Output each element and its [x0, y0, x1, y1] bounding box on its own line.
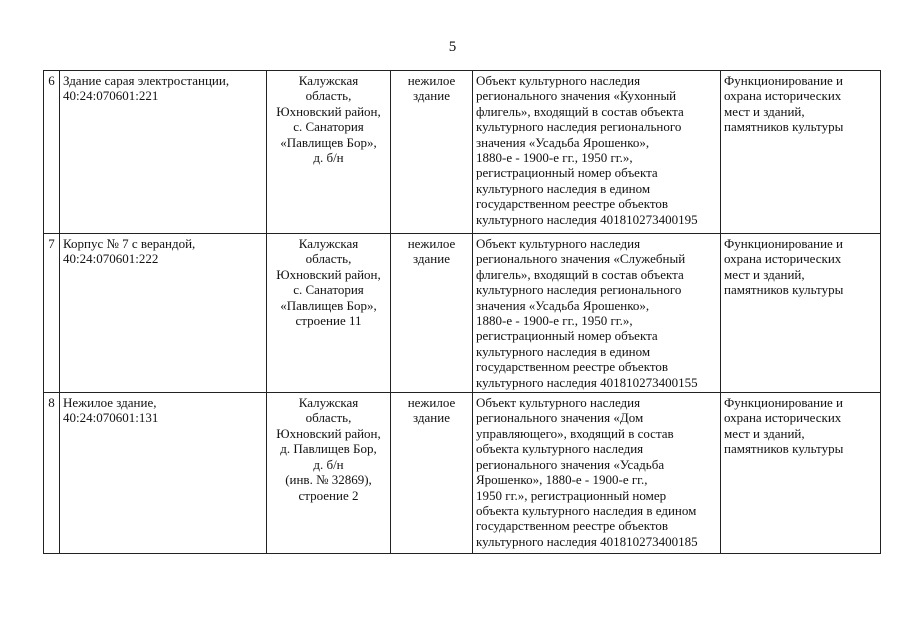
- object-type-cell: нежилое здание: [391, 393, 473, 554]
- table-row: [44, 234, 881, 393]
- object-name-cell: Корпус № 7 с верандой, 40:24:070601:222: [60, 234, 267, 393]
- table-row: [44, 393, 881, 554]
- row-number: 6: [44, 71, 60, 234]
- object-name-cell: Нежилое здание, 40:24:070601:131: [60, 393, 267, 554]
- heritage-description-cell: Объект культурного наследия регионального значения «Дом управляющего», входящий в состав объекта культурного наследия регионального значения «Усадьба Ярошенко», 1880-е - 1900-е гг., 1950 гг.», регистрационный номер объекта культурного наследия в едином государственном реестре объектов культурного наследия 401810273400185: [473, 393, 721, 554]
- address-cell: Калужская область, Юхновский район, с. Санатория «Павлищев Бор», строение 11: [267, 234, 391, 393]
- heritage-objects-table: [43, 70, 881, 554]
- row-number: 8: [44, 393, 60, 554]
- row-number: 7: [44, 234, 60, 393]
- object-type-cell: нежилое здание: [391, 234, 473, 393]
- permitted-use-cell: Функционирование и охрана исторических мест и зданий, памятников культуры: [721, 393, 881, 554]
- heritage-description-cell: Объект культурного наследия регионального значения «Кухонный флигель», входящий в состав объекта культурного наследия регионального значения «Усадьба Ярошенко», 1880-е - 1900-е гг., 1950 гг.», регистрационный номер объекта культурного наследия в едином государственном реестре объектов культурного наследия 401810273400195: [473, 71, 721, 234]
- object-type-cell: нежилое здание: [391, 71, 473, 234]
- address-cell: Калужская область, Юхновский район, с. Санатория «Павлищев Бор», д. б/н: [267, 71, 391, 234]
- heritage-description-cell: Объект культурного наследия регионального значения «Служебный флигель», входящий в состав объекта культурного наследия регионального значения «Усадьба Ярошенко», 1880-е - 1900-е гг., 1950 гг.», регистрационный номер объекта культурного наследия в едином государственном реестре объектов культурного наследия 401810273400155: [473, 234, 721, 393]
- table-row: [44, 71, 881, 234]
- address-cell: Калужская область, Юхновский район, д. Павлищев Бор, д. б/н (инв. № 32869), строение 2: [267, 393, 391, 554]
- permitted-use-cell: Функционирование и охрана исторических мест и зданий, памятников культуры: [721, 234, 881, 393]
- object-name-cell: Здание сарая электростанции, 40:24:070601:221: [60, 71, 267, 234]
- permitted-use-cell: Функционирование и охрана исторических мест и зданий, памятников культуры: [721, 71, 881, 234]
- page-number: 5: [448, 39, 457, 55]
